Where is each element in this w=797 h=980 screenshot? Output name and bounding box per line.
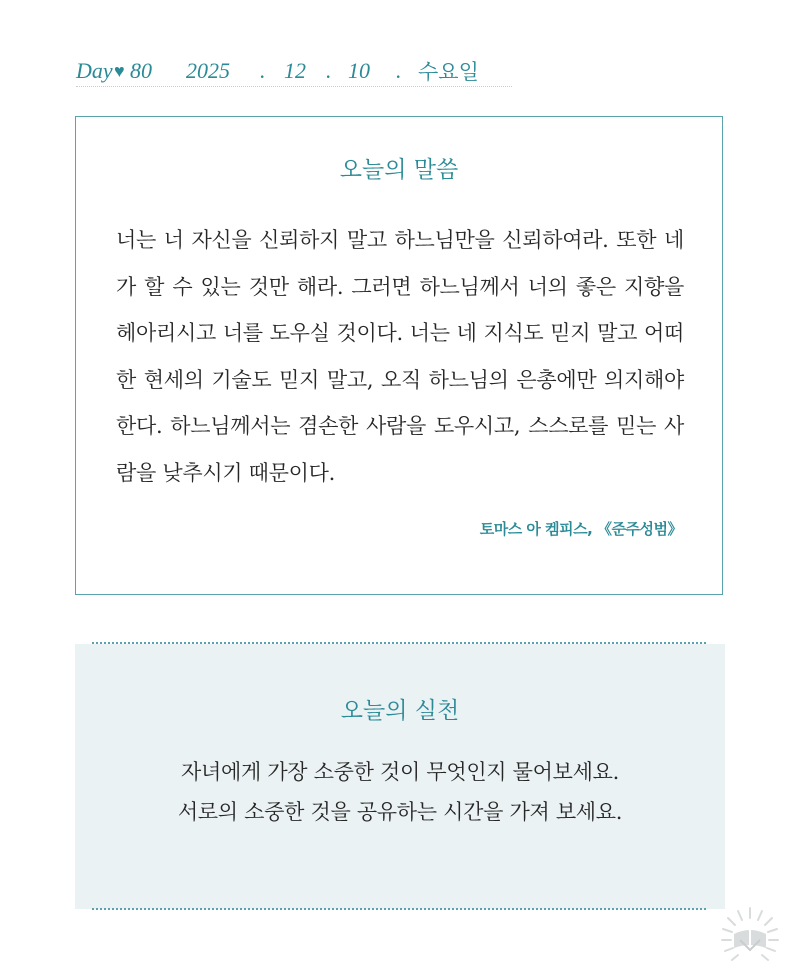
day-label: Day	[76, 58, 113, 83]
divider-bottom	[92, 908, 706, 910]
date-year: 2025	[186, 58, 230, 83]
practice-section	[75, 644, 725, 909]
verse-text: 너는 너 자신을 신뢰하지 말고 하느님만을 신뢰하여라. 또한 네가 할 수 있는 것만 해라. 그러면 하느님께서 너의 좋은 지향을 헤아리시고 너를 도우실 것이다. 너는 네 지식도 믿지 말고 어떠한 현세의 기술도 믿지 말고, 오직 하느님의 은총에만 의지해야 한다. 하느님께서는 겸손한 사람을 도우시고, 스스로를 믿는 사람을 낮추시기 때문이다.	[116, 228, 684, 485]
publisher-logo-icon	[718, 904, 782, 968]
day-number: 80	[130, 58, 152, 83]
verse-section	[75, 116, 723, 595]
verse-title: 오늘의 말씀	[339, 157, 459, 183]
heart-icon: ♥	[114, 61, 125, 81]
practice-title: 오늘의 실천	[340, 698, 460, 724]
date-separator: .	[396, 58, 402, 83]
date-day: 10	[348, 58, 370, 83]
date-header	[76, 54, 512, 87]
verse-source: 토마스 아 켐피스, 《준주성범》	[479, 520, 682, 538]
practice-line: 서로의 소중한 것을 공유하는 시간을 가져 보세요.	[177, 800, 623, 824]
date-separator: .	[326, 58, 332, 83]
date-month: 12	[284, 58, 306, 83]
practice-line: 자녀에게 가장 소중한 것이 무엇인지 물어보세요.	[181, 760, 619, 784]
date-separator: .	[260, 58, 266, 83]
practice-text	[75, 752, 725, 832]
date-weekday: 수요일	[418, 60, 479, 84]
